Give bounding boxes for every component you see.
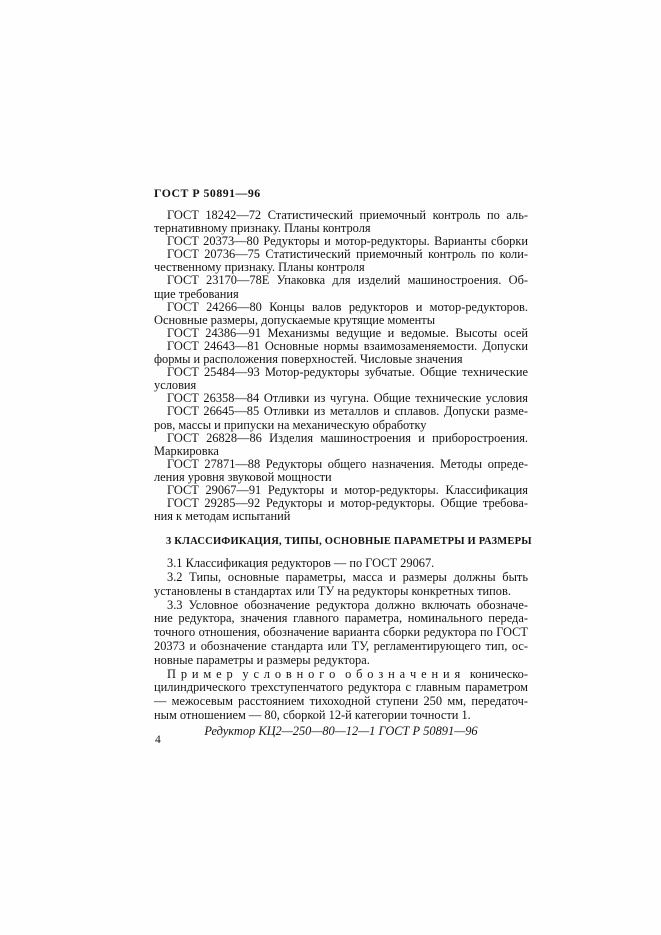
text-line: ГОСТ 23170—78Е Упаковка для изделий машиностроения. Об- bbox=[167, 273, 528, 288]
text-line: ления уровня звуковой мощности bbox=[154, 469, 332, 484]
text-line: ГОСТ 18242—72 Статистический приемочный контроль по аль- bbox=[167, 208, 528, 222]
section-paragraphs bbox=[154, 557, 528, 723]
gost-reference-list bbox=[154, 209, 528, 523]
gost-reference bbox=[154, 274, 528, 300]
gost-reference bbox=[154, 366, 528, 392]
text-line: ние редуктора, значения главного параметра, номинального переда- bbox=[154, 611, 528, 626]
text-line: Основные размеры, допускаемые крутящие моменты bbox=[154, 312, 436, 327]
text-line: — межосевым расстоянием тихоходной ступени 250 мм, передаточ- bbox=[154, 694, 528, 709]
body-paragraph bbox=[154, 571, 528, 599]
text-line: 3.2 Типы, основные параметры, масса и размеры должны быть bbox=[167, 570, 528, 585]
text-line: ров, массы и припуски на механическую обработку bbox=[154, 417, 427, 432]
text-line: ГОСТ 24643—81 Основные нормы взаимозаменяемости. Допуски bbox=[167, 338, 528, 353]
gost-reference bbox=[154, 405, 528, 431]
gost-reference bbox=[154, 248, 528, 274]
section-heading: 3 КЛАССИФИКАЦИЯ, ТИПЫ, ОСНОВНЫЕ ПАРАМЕТРЫ И РАЗМЕРЫ bbox=[166, 536, 532, 548]
text-line: ния к методам испытаний bbox=[154, 509, 291, 524]
text-line: ГОСТ 27871—88 Редукторы общего назначения. Методы опреде- bbox=[167, 456, 528, 471]
text-line: новные параметры и размеры редуктора. bbox=[154, 652, 370, 667]
text-line: ГОСТ 24266—80 Концы валов редукторов и мотор-редукторов. bbox=[167, 299, 528, 314]
gost-reference bbox=[154, 497, 528, 523]
body-paragraph bbox=[154, 599, 528, 668]
page-content bbox=[154, 208, 532, 738]
text-line: тернативному признаку. Планы контроля bbox=[154, 221, 371, 236]
text-line: ГОСТ 26828—86 Изделия машиностроения и приборостроения. bbox=[167, 430, 528, 445]
text-line: Маркировка bbox=[154, 443, 219, 458]
text-line: ГОСТ 26358—84 Отливки из чугуна. Общие технические условия bbox=[167, 391, 528, 406]
page-number: 4 bbox=[155, 734, 161, 746]
text-line: ГОСТ 29285—92 Редукторы и мотор-редукторы. Общие требова- bbox=[167, 496, 528, 511]
text-line: щие требования bbox=[154, 286, 239, 301]
body-paragraph bbox=[154, 557, 528, 571]
text-line: 20373 и обозначение стандарта или ТУ, регламентирующего тип, ос- bbox=[154, 639, 528, 654]
body-paragraph bbox=[154, 668, 528, 723]
text-line: ГОСТ 29067—91 Редукторы и мотор-редукторы. Классификация bbox=[167, 482, 528, 497]
running-header: ГОСТ Р 50891—96 bbox=[154, 186, 261, 200]
text-line: ГОСТ 26645—85 Отливки из металлов и сплавов. Допуски разме- bbox=[167, 404, 528, 419]
text-line: цилиндрического трехступенчатого редуктора с главным параметром bbox=[154, 680, 528, 695]
text-line: 3.3 Условное обозначение редуктора должно включать обозначе- bbox=[167, 597, 528, 612]
text-line: ГОСТ 25484—93 Мотор-редукторы зубчатые. Общие технические bbox=[167, 365, 528, 380]
text-line: формы и расположения поверхностей. Числовые значения bbox=[154, 352, 463, 367]
text-line: ГОСТ 20736—75 Статистический приемочный контроль по коли- bbox=[167, 247, 528, 262]
gost-reference bbox=[154, 301, 528, 327]
text-line: ГОСТ 20373—80 Редукторы и мотор-редукторы. Варианты сборки bbox=[167, 234, 528, 249]
text-line: П р и м е р у с л о в н о г о о б о з н а ч е н и я коническо- bbox=[167, 666, 528, 681]
example-designation: Редуктор КЦ2—250—80—12—1 ГОСТ Р 50891—96 bbox=[204, 723, 478, 738]
text-line: 3.1 Классификация редукторов — по ГОСТ 29067. bbox=[167, 556, 435, 571]
gost-reference bbox=[154, 340, 528, 366]
gost-reference bbox=[154, 458, 528, 484]
text-line: установлены в стандартах или ТУ на редукторы конкретных типов. bbox=[154, 583, 511, 598]
gost-reference bbox=[154, 209, 528, 235]
gost-reference bbox=[154, 432, 528, 458]
text-line: ным отношением — 80, сборкой 12-й категории точности 1. bbox=[154, 708, 471, 723]
text-line: ГОСТ 24386—91 Механизмы ведущие и ведомые. Высоты осей bbox=[167, 325, 528, 340]
text-line: точного отношения, обозначение варианта сборки редуктора по ГОСТ bbox=[154, 625, 528, 640]
text-line: чественному признаку. Планы контроля bbox=[154, 260, 365, 275]
gost-reference bbox=[154, 327, 528, 340]
text-line: условия bbox=[154, 378, 197, 393]
